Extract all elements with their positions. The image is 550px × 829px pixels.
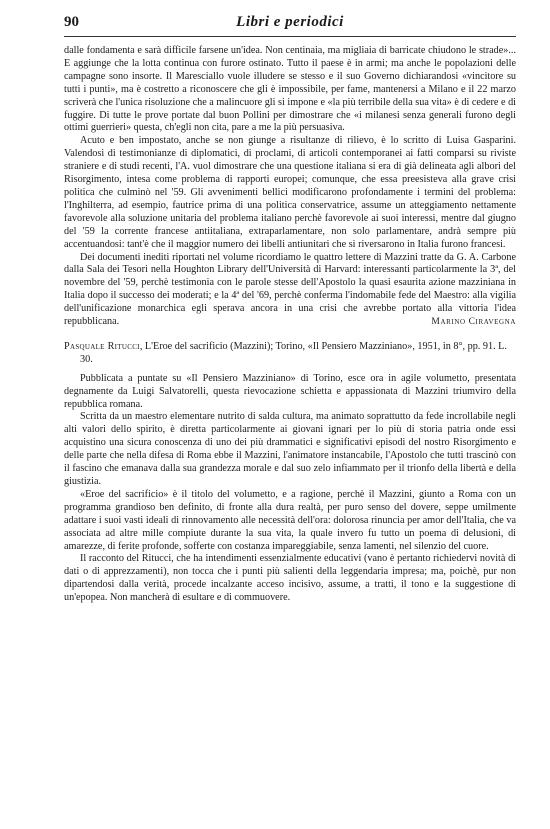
running-title: Libri e periodici <box>236 14 344 30</box>
page-number: 90 <box>64 14 79 30</box>
review-paragraph: Dei documenti inediti riportati nel volume ricordiamo le quattro lettere di Mazzini tratte da G. A. Carbone dalla Sala dei Tesori nella Houghton Library dell'Università di Harvard: interessanti particolarmente la 3ª, del novembre del '59, perchè testimonia con le parole stesse dell'Apostolo la quasi esaurita azione mazziniana in Italia dopo il successo dei moderati; e la 4ª del '69, perchè conferma l'indomabile fede del Maestro: alla vigilia dell'unificazione monarchica egli sperava ancora in una crisi che avrebbe portato alla vittoria l'idea repubblicana. <box>64 251 516 328</box>
running-head <box>64 14 516 37</box>
review-paragraph: Acuto e ben impostato, anche se non giunge a risultanze di rilievo, è lo scritto di Luisa Gasparini. Valendosi di testimonianze di diplomatici, di proclami, di articoli contemporanei ai fatti comparsi su riviste straniere e di studi recenti, l'A. vuol dimostrare che una questione italiana si era di già delineata agli albori del Risorgimento, intesa come problema di rapporti europei; comunque, che essa preesisteva alla grave crisi politica che culminò nel '59. Gli avvenimenti bellici modificarono profondamente i termini del problema: l'Inghilterra, ad esempio, fautrice prima di una politica conservatrice, assume un atteggiamento nettamente favorevole alla soluzione unitaria del problema italiano perchè favorevole ai suoi interessi, mentre dal giugno del '59 la corrente francese antiitaliana, extraparlamentare, non solo parlamentare, andrà sempre più accentuandosi: tant'è che il maggior numero dei libelli antiunitari che si riversarono in Italia furono francesi. <box>64 135 516 250</box>
review-paragraph: Scritta da un maestro elementare nutrito di salda cultura, ma animato soprattutto da fede incrollabile negli alti valori dello spirito, è diretta particolarmente ai giovani ignari per lo più di storia patria onde essi acquistino una sicura conoscenza di uno dei più drammatici e significativi episodi del nostro Risorgimento e delle parte che nella difesa di Roma ebbe il Mazzini, l'animatore instancabile, l'Apostolo che tutti trascinò con il fascino che emanava dalla sua grandezza morale e dal suo zelo infiammato per il trionfo della libertà e della giustizia. <box>64 411 516 487</box>
review-paragraph: Il racconto del Ritucci, che ha intendimenti essenzialmente educativi (vano è pertanto richiedervi novità di dati o di apprezzamenti), non tocca che i punti più salienti della leggendaria impresa; ma, poichè, pur non dipartendosi dalla verità, procede incalzante acceso incisivo, assume, a tratti, il tono e la suggestione di un'epopea. Non mancherà di esultare e di commuovere. <box>64 553 516 604</box>
book-citation <box>64 341 516 367</box>
reviewer-signature: Marino Ciravegna <box>431 316 516 327</box>
review-paragraph: dalle fondamenta e sarà difficile farsene un'idea. Non centinaia, ma migliaia di barricate chiudono le strade»... E aggiunge che la lotta continua con furore ostinato. Tutto il paese è in armi; ma anche le popolazioni delle campagne sono insorte. Il Maresciallo vuole illudere se stesso e il suo Governo dichiarandosi «vincitore su tutti i punti», ma è costretto a riconoscere che gli è impossibile, per fame, mantenersi a Milano e il 22 marzo scriverà che l'unica risoluzione che a malincuore gli si impone e «la più terribile della sua vita» è di cedere e di fuggire. Di tutte le prove portate dal buon Pollini per dimostrare che «i milanesi senza generali furono degli ottimi guerrieri» questa, ch'egli non cita, pare a me la più persuasiva. <box>64 45 516 134</box>
book-author: Pasquale Ritucci <box>64 340 140 352</box>
book-details: , L'Eroe del sacrificio (Mazzini); Torino, «Il Pensiero Mazziniano», 1951, in 8°, pp. 91. L. 30. <box>80 340 507 365</box>
review-paragraph: «Eroe del sacrificio» è il titolo del volumetto, e a ragione, perchè il Mazzini, giunto a Roma con un programma grandioso ben definito, di fronte alla dura realtà, per puro senso del dovere, seppe umilmente adattare i suoi vasti ideali di rinnovamento alle necessità dell'ora: dolorosa rinuncia per amor dell'Italia, che va associata ad altre mille compiute durante la sua vita, la quale invero fu tutto un poema di delusioni, di amarezze, di ferite profonde, sofferte con costanza impareggiabile, senza lamenti, nel silenzio del cuore. <box>64 488 516 552</box>
review-paragraph: Pubblicata a puntate su «Il Pensiero Mazziniano» di Torino, esce ora in agile volumetto, presentata degnamente da Luigi Salvatorelli, questa rievocazione schietta e appassionata di Mazzini triumviro della repubblica romana. <box>64 372 516 410</box>
